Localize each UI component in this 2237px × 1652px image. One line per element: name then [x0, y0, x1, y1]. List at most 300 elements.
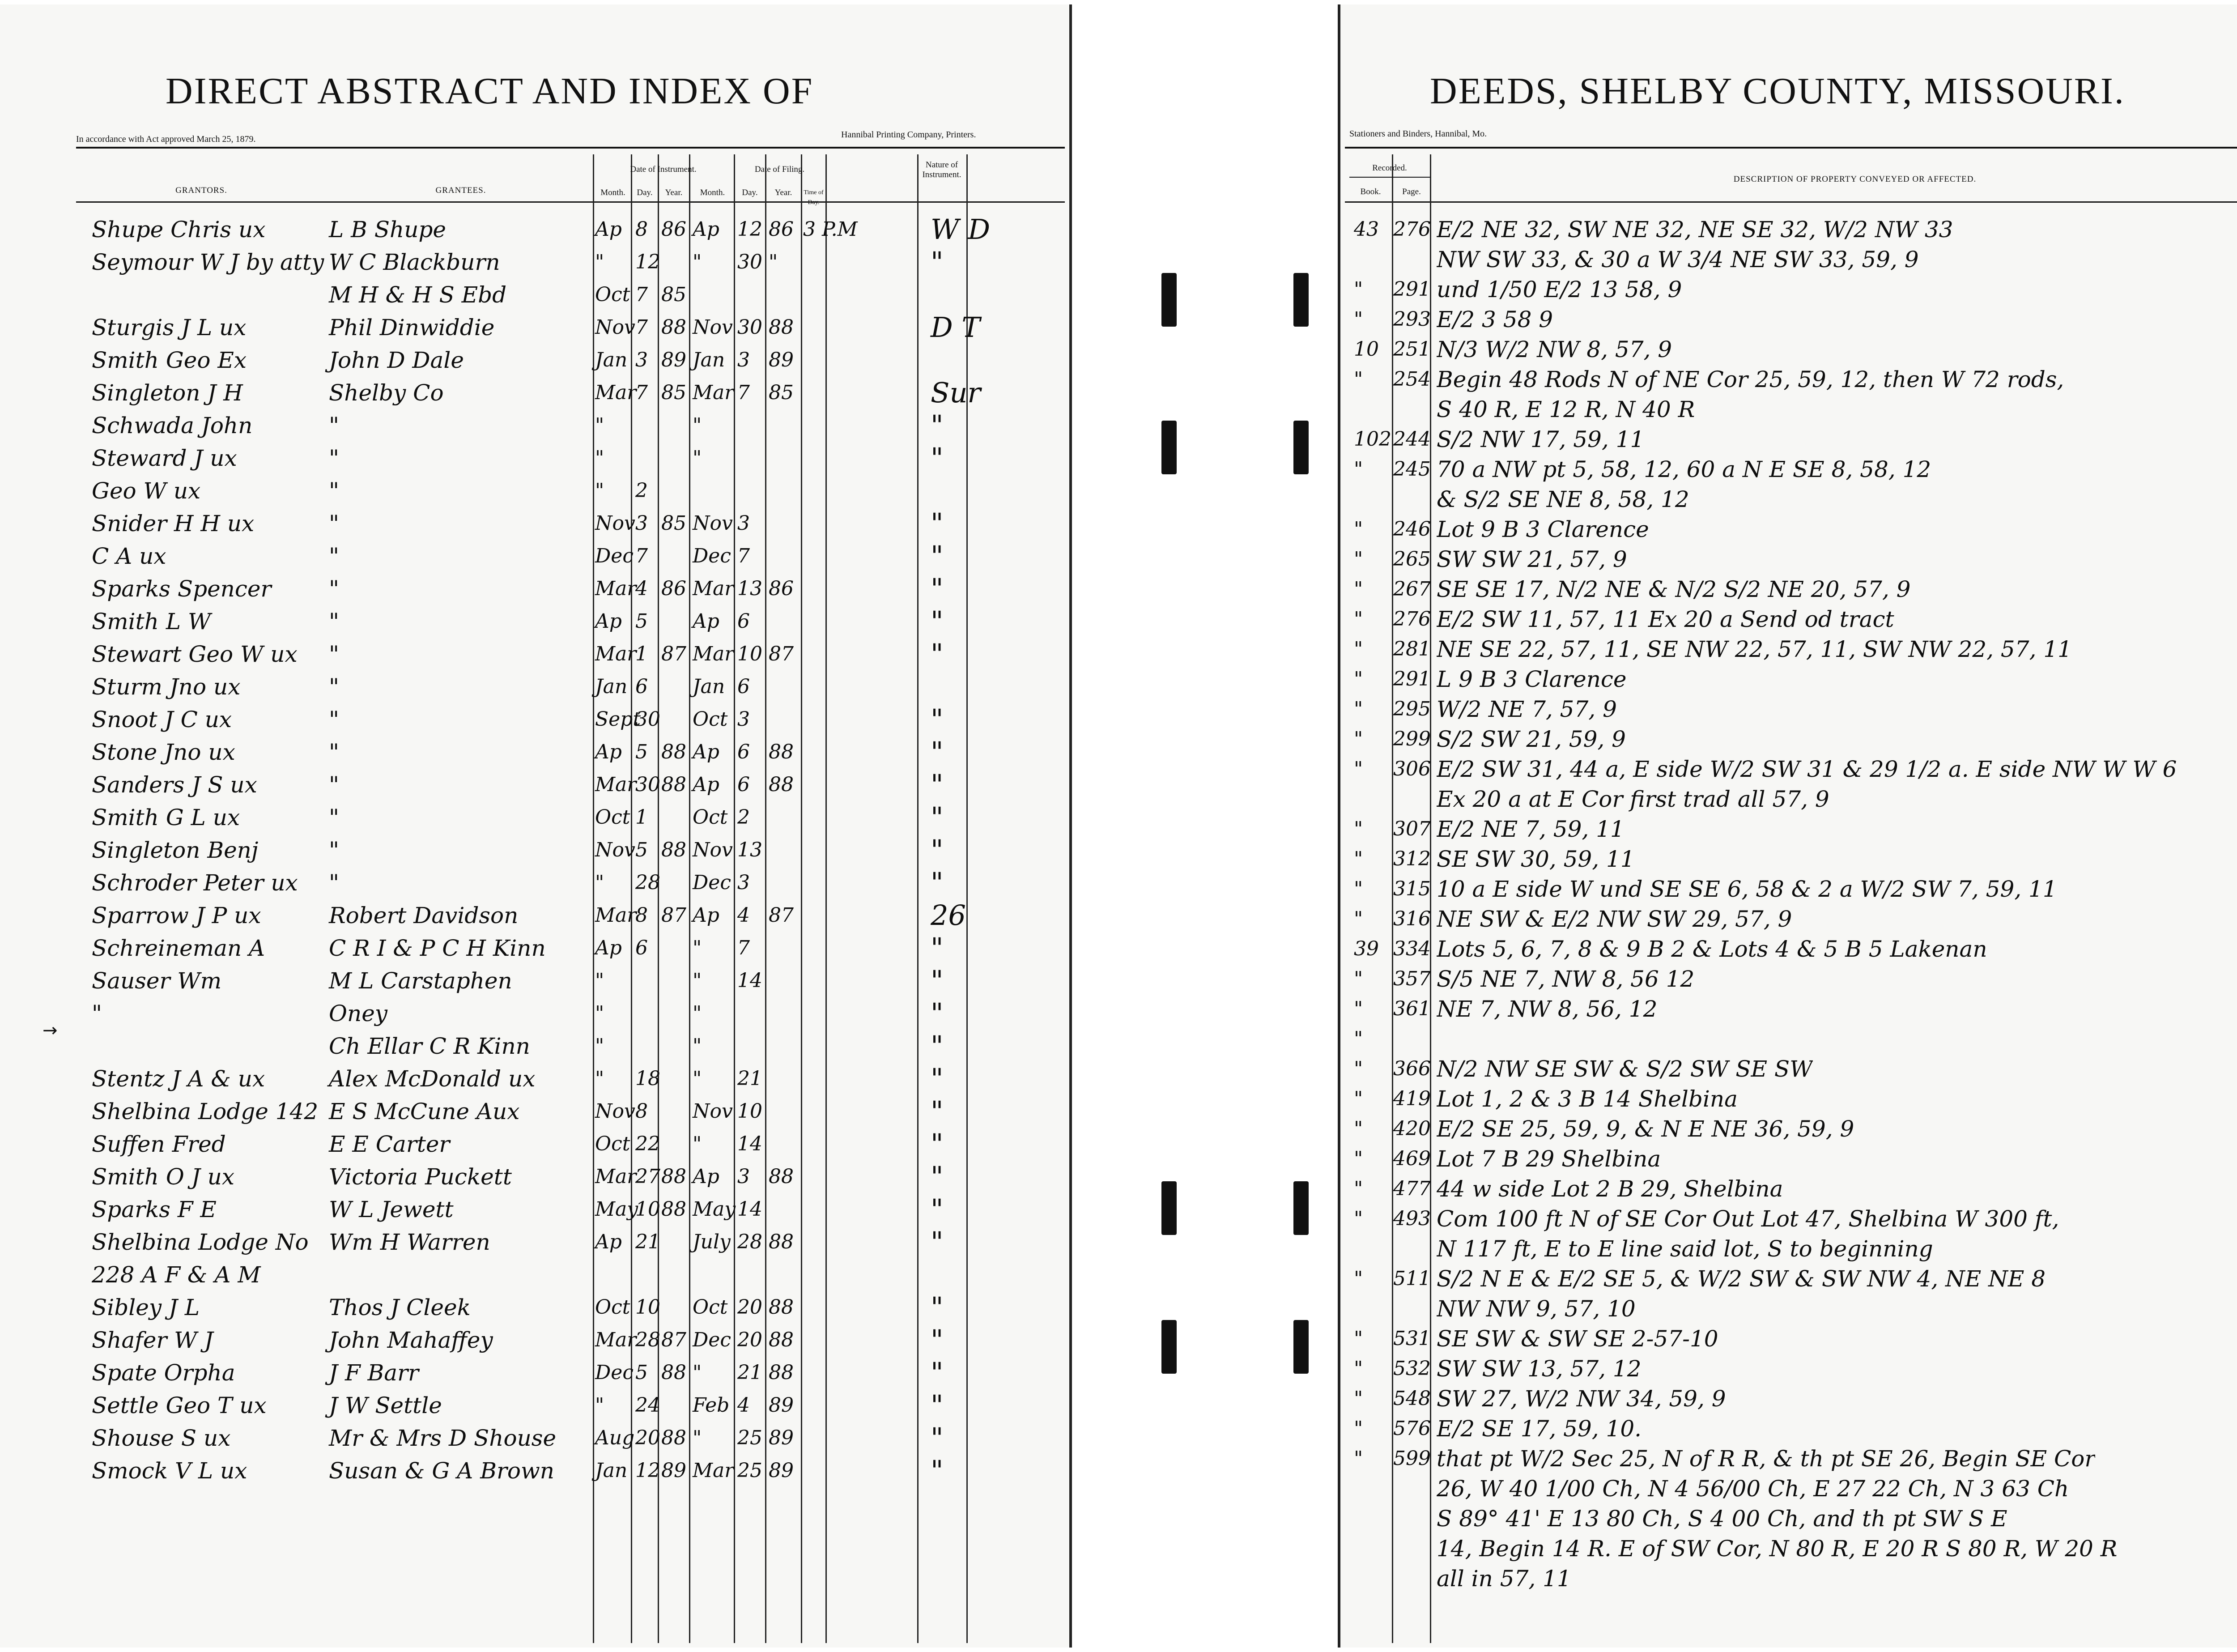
left-row-y: 88: [661, 1198, 686, 1221]
right-row-desc: N/2 NW SE SW & S/2 SW SE SW: [1437, 1056, 1813, 1081]
left-row-fy: 89: [769, 1394, 794, 1417]
right-row-book: ": [1354, 608, 1363, 630]
left-row-grantor: C A ux: [92, 543, 166, 569]
left-row-y: 87: [661, 1328, 686, 1351]
binding-slot: [1161, 1320, 1177, 1374]
left-row-fm: Nov: [693, 512, 733, 535]
left-row-y: 85: [661, 283, 686, 306]
right-row-desc: Lot 9 B 3 Clarence: [1437, 517, 1649, 542]
left-row-y: 89: [661, 349, 686, 371]
left-row-n: ": [931, 605, 944, 638]
left-row-d: 8: [635, 1100, 648, 1123]
left-row-d: 5: [635, 839, 648, 861]
left-row-m: Jan: [595, 675, 628, 698]
right-row-book: ": [1354, 668, 1363, 690]
left-row-grantor: Snider H H ux: [92, 511, 255, 536]
left-row-fy: 88: [769, 741, 794, 763]
filing-month-header: Month.: [700, 188, 725, 197]
right-row-desc: S 40 R, E 12 R, N 40 R: [1437, 397, 1695, 422]
right-row-desc: und 1/50 E/2 13 58, 9: [1437, 277, 1682, 302]
right-row-book: ": [1354, 1447, 1363, 1470]
left-row-y: 89: [661, 1459, 686, 1482]
left-row-m: Dec: [595, 545, 634, 567]
left-row-fm: Jan: [693, 675, 725, 698]
right-row-page: 244: [1393, 428, 1431, 451]
left-page-title: DIRECT ABSTRACT AND INDEX OF: [166, 70, 814, 112]
right-row-page: 307: [1393, 817, 1431, 840]
time-of-day-header: Time of Day.: [804, 189, 824, 206]
left-row-m: Oct: [595, 1296, 630, 1319]
right-row-book: 10: [1354, 338, 1379, 361]
right-row-page: 281: [1393, 638, 1431, 660]
left-row-grantee: ": [329, 543, 339, 569]
left-row-m: ": [595, 414, 604, 437]
right-row-desc: S/2 SW 21, 59, 9: [1437, 727, 1626, 752]
left-row-n: ": [931, 703, 944, 736]
right-row-page: 357: [1393, 967, 1431, 990]
left-row-m: Mar: [595, 773, 637, 796]
right-row-desc: SW SW 13, 57, 12: [1437, 1356, 1642, 1381]
left-row-grantee: Shelby Co: [329, 380, 444, 406]
stationer-note: Stationers and Binders, Hannibal, Mo.: [1349, 129, 1487, 139]
left-row-grantee: Susan & G A Brown: [329, 1458, 555, 1484]
left-row-grantor: Shelbina Lodge 142: [92, 1098, 319, 1124]
left-row-m: ": [595, 479, 604, 502]
right-row-desc: E/2 NE 7, 59, 11: [1437, 817, 1625, 842]
left-row-grantor: Shelbina Lodge No: [92, 1229, 309, 1255]
left-row-fd: 30: [737, 316, 762, 339]
left-row-fy: 85: [769, 381, 794, 404]
right-row-book: ": [1354, 308, 1363, 331]
right-row-desc: SE SW 30, 59, 11: [1437, 847, 1635, 872]
left-row-d: 28: [635, 871, 660, 894]
left-row-d: 6: [635, 675, 648, 698]
left-row-fd: 3: [737, 349, 750, 371]
left-row-d: 3: [635, 349, 648, 371]
left-row-fd: 4: [737, 904, 750, 927]
recorded-header: Recorded.: [1372, 163, 1407, 173]
left-row-d: 5: [635, 1361, 648, 1384]
left-row-grantee: J F Barr: [329, 1360, 419, 1386]
left-row-m: Oct: [595, 1133, 630, 1155]
left-row-fd: 6: [737, 610, 750, 633]
left-row-fm: ": [693, 937, 702, 959]
left-row-fd: 14: [737, 1133, 762, 1155]
left-row-y: 88: [661, 773, 686, 796]
left-row-grantee: W C Blackburn: [329, 249, 500, 275]
left-row-fd: 25: [737, 1459, 762, 1482]
left-row-n: ": [931, 1291, 944, 1324]
left-row-grantee: ": [329, 445, 339, 471]
left-row-grantee: Thos J Cleek: [329, 1294, 471, 1320]
left-row-grantee: Victoria Puckett: [329, 1164, 512, 1190]
filing-year-header: Year.: [774, 188, 792, 197]
left-row-m: ": [595, 1035, 604, 1057]
left-row-t: 3 P.M: [803, 218, 858, 241]
right-row-page: 511: [1393, 1267, 1431, 1290]
left-row-n: ": [931, 1062, 944, 1095]
header-rule-bottom: [76, 201, 1065, 203]
left-row-fd: 7: [737, 381, 750, 404]
left-row-fm: Oct: [693, 708, 728, 731]
left-row-fm: Dec: [693, 545, 731, 567]
left-ledger-page: [0, 4, 1072, 1648]
left-row-m: Ap: [595, 218, 622, 241]
left-row-fy: 89: [769, 1426, 794, 1449]
left-row-grantor: Sturgis J L ux: [92, 315, 247, 341]
left-row-m: Nov: [595, 512, 635, 535]
left-row-n: ": [931, 801, 944, 834]
right-row-desc: S/2 N E & E/2 SE 5, & W/2 SW & SW NW 4, NE NE 8: [1437, 1266, 2046, 1291]
right-row-desc: Com 100 ft N of SE Cor Out Lot 47, Shelbina W 300 ft,: [1437, 1206, 2059, 1231]
left-row-grantee: ": [329, 641, 339, 667]
left-row-n: ": [931, 932, 944, 964]
left-row-grantor: Sparks Spencer: [92, 576, 272, 602]
left-row-y: 88: [661, 316, 686, 339]
date-of-instrument-header: Date of Instrument.: [630, 165, 697, 174]
right-row-page: 251: [1393, 338, 1431, 361]
left-row-grantee: ": [329, 739, 339, 765]
left-row-y: 87: [661, 643, 686, 665]
header-rule-top: [1345, 147, 2237, 149]
right-row-page: 477: [1393, 1177, 1431, 1200]
left-row-grantor: Sauser Wm: [92, 968, 222, 994]
left-row-n: ": [931, 1193, 944, 1226]
left-row-grantor: Snoot J C ux: [92, 707, 232, 732]
left-row-m: Jan: [595, 349, 628, 371]
right-row-page: 254: [1393, 368, 1431, 391]
left-row-n: D T: [931, 311, 980, 344]
left-row-fd: 12: [737, 218, 762, 241]
left-row-fd: 28: [737, 1230, 762, 1253]
left-row-fm: Oct: [693, 806, 728, 829]
right-row-page: 245: [1393, 458, 1431, 481]
right-row-page: 576: [1393, 1417, 1431, 1440]
binding-slot: [1293, 1181, 1309, 1235]
right-row-page: 265: [1393, 548, 1431, 571]
left-row-y: 88: [661, 1165, 686, 1188]
right-row-book: ": [1354, 1327, 1363, 1350]
right-row-desc: & S/2 SE NE 8, 58, 12: [1437, 487, 1689, 512]
left-row-d: 30: [635, 708, 660, 731]
right-row-page: 493: [1393, 1207, 1431, 1230]
left-row-m: ": [595, 447, 604, 469]
book-gutter: [1072, 0, 1338, 1652]
left-row-grantor: Settle Geo T ux: [92, 1392, 267, 1418]
left-row-grantee: ": [329, 837, 339, 863]
right-row-page: 246: [1393, 518, 1431, 541]
left-row-y: 87: [661, 904, 686, 927]
left-row-grantee: John D Dale: [329, 347, 464, 373]
right-row-page: 291: [1393, 278, 1431, 301]
left-row-n: W D: [931, 213, 991, 246]
left-row-fm: Nov: [693, 1100, 733, 1123]
printer-note: Hannibal Printing Company, Printers.: [841, 130, 976, 140]
col-divider: [593, 154, 594, 1643]
left-row-fm: ": [693, 969, 702, 992]
left-row-fm: Dec: [693, 871, 731, 894]
left-row-m: Mar: [595, 381, 637, 404]
left-row-fy: 88: [769, 1296, 794, 1319]
right-row-book: ": [1354, 877, 1363, 900]
left-row-fm: ": [693, 1035, 702, 1057]
left-row-grantee: ": [329, 707, 339, 732]
left-row-fm: Ap: [693, 218, 719, 241]
right-row-book: ": [1354, 817, 1363, 840]
right-row-desc: that pt W/2 Sec 25, N of R R, & th pt SE 26, Begin SE Cor: [1437, 1446, 2096, 1471]
left-row-grantor: Singleton J H: [92, 380, 243, 406]
left-row-fd: 2: [737, 806, 750, 829]
col-divider: [825, 154, 827, 1643]
book-header: Book.: [1360, 187, 1381, 196]
grantors-header: GRANTORS.: [175, 186, 227, 195]
recorded-underline: [1349, 177, 1430, 178]
left-row-m: ": [595, 969, 604, 992]
left-row-d: 24: [635, 1394, 660, 1417]
left-row-fd: 6: [737, 773, 750, 796]
left-row-m: ": [595, 1394, 604, 1417]
left-row-d: 12: [635, 1459, 660, 1482]
left-row-n: ": [931, 1324, 944, 1356]
left-row-fy: 88: [769, 1328, 794, 1351]
left-row-m: Mar: [595, 643, 637, 665]
right-row-book: ": [1354, 847, 1363, 870]
left-row-grantor: Stewart Geo W ux: [92, 641, 298, 667]
left-row-y: 88: [661, 741, 686, 763]
header-rule-bottom: [1345, 201, 2237, 203]
left-row-fm: ": [693, 1426, 702, 1449]
left-row-n: Sur: [931, 376, 981, 409]
right-row-page: 366: [1393, 1057, 1431, 1080]
right-row-desc: NW NW 9, 57, 10: [1437, 1296, 1636, 1321]
left-row-m: Jan: [595, 1459, 628, 1482]
left-row-d: 5: [635, 741, 648, 763]
left-row-d: 7: [635, 545, 648, 567]
right-row-page: 316: [1393, 907, 1431, 930]
left-row-fy: 86: [769, 577, 794, 600]
left-row-m: Mar: [595, 904, 637, 927]
left-row-grantor: Spate Orpha: [92, 1360, 235, 1386]
left-row-d: 8: [635, 904, 648, 927]
left-row-fm: Nov: [693, 839, 733, 861]
day-header: Day.: [637, 188, 653, 197]
left-row-n: ": [931, 1356, 944, 1389]
left-row-y: 88: [661, 1361, 686, 1384]
right-row-book: ": [1354, 1207, 1363, 1230]
right-row-page: 267: [1393, 578, 1431, 600]
left-row-fm: Mar: [693, 577, 734, 600]
left-row-d: 1: [635, 806, 648, 829]
right-row-desc: E/2 NE 32, SW NE 32, NE SE 32, W/2 NW 33: [1437, 217, 1953, 242]
left-row-grantee: E S McCune Aux: [329, 1098, 520, 1124]
right-row-page: 548: [1393, 1387, 1431, 1410]
binding-slot: [1293, 1320, 1309, 1374]
left-row-fy: 88: [769, 316, 794, 339]
left-row-grantor: Sparks F E: [92, 1196, 217, 1222]
page-header: Page.: [1402, 187, 1421, 196]
col-divider: [734, 154, 735, 1643]
right-row-desc: E/2 SW 31, 44 a, E side W/2 SW 31 & 29 1/2 a. E side NW W W 6: [1437, 757, 2177, 782]
left-row-d: 21: [635, 1230, 660, 1253]
left-row-fy: 88: [769, 1361, 794, 1384]
left-row-m: Ap: [595, 741, 622, 763]
left-row-grantor: 228 A F & A M: [92, 1262, 261, 1288]
left-row-grantee: E E Carter: [329, 1131, 450, 1157]
left-row-grantee: Phil Dinwiddie: [329, 315, 495, 341]
right-row-book: ": [1354, 1147, 1363, 1170]
left-row-d: 28: [635, 1328, 660, 1351]
left-row-grantee: ": [329, 609, 339, 634]
left-row-n: ": [931, 638, 944, 670]
right-row-page: 469: [1393, 1147, 1431, 1170]
right-row-book: 39: [1354, 937, 1379, 960]
left-row-grantor: Seymour W J by atty: [92, 249, 324, 275]
right-row-desc: 10 a E side W und SE SE 6, 58 & 2 a W/2 SW 7, 59, 11: [1437, 877, 2057, 902]
right-row-book: ": [1354, 907, 1363, 930]
left-row-fd: 10: [737, 1100, 762, 1123]
left-row-d: 7: [635, 381, 648, 404]
left-row-fm: Mar: [693, 1459, 734, 1482]
left-row-y: 88: [661, 1426, 686, 1449]
left-row-d: 8: [635, 218, 648, 241]
left-row-fy: 86: [769, 218, 794, 241]
left-row-m: Mar: [595, 577, 637, 600]
month-header: Month.: [600, 188, 625, 197]
left-row-m: Mar: [595, 1165, 637, 1188]
left-row-m: ": [595, 871, 604, 894]
right-row-desc: NE SW & E/2 NW SW 29, 57, 9: [1437, 907, 1792, 932]
left-row-m: Ap: [595, 1230, 622, 1253]
left-row-fd: 3: [737, 708, 750, 731]
left-row-grantor: Singleton Benj: [92, 837, 259, 863]
left-row-n: ": [931, 572, 944, 605]
right-row-desc: Begin 48 Rods N of NE Cor 25, 59, 12, then W 72 rods,: [1437, 367, 2064, 392]
left-row-y: 85: [661, 512, 686, 535]
left-row-m: Ap: [595, 937, 622, 959]
left-row-grantee: ": [329, 511, 339, 536]
left-row-fd: 14: [737, 1198, 762, 1221]
right-row-desc: Ex 20 a at E Cor first trad all 57, 9: [1437, 787, 1829, 812]
right-row-book: ": [1354, 458, 1363, 481]
col-divider: [658, 154, 659, 1643]
left-row-grantor: Sanders J S ux: [92, 772, 257, 798]
binding-slot: [1293, 421, 1309, 474]
left-row-fm: Ap: [693, 610, 719, 633]
left-row-fd: 20: [737, 1328, 762, 1351]
left-row-grantor: Schreineman A: [92, 935, 265, 961]
right-row-desc: Lot 7 B 29 Shelbina: [1437, 1146, 1661, 1171]
left-row-fd: 4: [737, 1394, 750, 1417]
left-row-grantee: M H & H S Ebd: [329, 282, 507, 308]
right-row-desc: N 117 ft, E to E line said lot, S to beginning: [1437, 1236, 1933, 1261]
left-row-m: ": [595, 1002, 604, 1025]
right-row-desc: E/2 SW 11, 57, 11 Ex 20 a Send od tract: [1437, 607, 1894, 632]
left-row-y: 86: [661, 577, 686, 600]
right-row-page: 299: [1393, 728, 1431, 750]
binding-slot: [1161, 1181, 1177, 1235]
right-row-desc: NE 7, NW 8, 56, 12: [1437, 996, 1658, 1022]
left-row-grantee: ": [329, 478, 339, 504]
left-row-grantor: Shafer W J: [92, 1327, 213, 1353]
left-row-fm: Mar: [693, 643, 734, 665]
left-row-fm: Ap: [693, 1165, 719, 1188]
left-row-m: Ap: [595, 610, 622, 633]
left-row-fd: 3: [737, 1165, 750, 1188]
right-row-book: ": [1354, 728, 1363, 750]
left-row-grantee: W L Jewett: [329, 1196, 454, 1222]
left-row-grantor: Stentz J A & ux: [92, 1066, 265, 1092]
left-row-m: Nov: [595, 839, 635, 861]
left-row-n: ": [931, 997, 944, 1030]
binding-slot: [1161, 273, 1177, 327]
right-row-page: 291: [1393, 668, 1431, 690]
right-row-page: 334: [1393, 937, 1431, 960]
left-row-n: ": [931, 1454, 944, 1487]
left-row-n: ": [931, 442, 944, 474]
right-row-book: ": [1354, 548, 1363, 571]
left-row-n: ": [931, 1030, 944, 1062]
left-row-fd: 20: [737, 1296, 762, 1319]
col-divider: [631, 154, 632, 1643]
left-row-grantor: Schroder Peter ux: [92, 870, 298, 896]
right-row-desc: L 9 B 3 Clarence: [1437, 667, 1627, 692]
filing-day-header: Day.: [742, 188, 758, 197]
left-row-grantee: ": [329, 805, 339, 830]
left-row-m: May: [595, 1198, 638, 1221]
left-row-fd: 6: [737, 675, 750, 698]
col-divider: [689, 154, 690, 1643]
left-row-grantee: Robert Davidson: [329, 903, 519, 928]
left-row-fd: 7: [737, 545, 750, 567]
right-row-desc: 70 a NW pt 5, 58, 12, 60 a N E SE 8, 58, 12: [1437, 457, 1931, 482]
left-row-grantee: ": [329, 674, 339, 700]
left-row-n: ": [931, 540, 944, 572]
right-row-desc: SE SE 17, N/2 NE & N/2 S/2 NE 20, 57, 9: [1437, 577, 1911, 602]
left-row-grantor: Smith G L ux: [92, 805, 240, 830]
right-row-desc: 26, W 40 1/00 Ch, N 4 56/00 Ch, E 27 22 Ch, N 3 63 Ch: [1437, 1476, 2069, 1501]
left-row-fd: 6: [737, 741, 750, 763]
left-row-d: 6: [635, 937, 648, 959]
left-row-fd: 30: [737, 251, 762, 273]
left-row-grantor: Geo W ux: [92, 478, 201, 504]
left-row-fd: 7: [737, 937, 750, 959]
right-row-book: ": [1354, 1417, 1363, 1440]
left-row-grantee: L B Shupe: [329, 217, 446, 243]
left-row-grantor: Smith Geo Ex: [92, 347, 247, 373]
left-row-fd: 3: [737, 871, 750, 894]
left-row-grantee: ": [329, 413, 339, 439]
left-row-fy: ": [769, 251, 778, 273]
left-row-d: 2: [635, 479, 648, 502]
left-row-y: 88: [661, 839, 686, 861]
right-row-desc: SW 27, W/2 NW 34, 59, 9: [1437, 1386, 1726, 1411]
left-row-fm: ": [693, 1133, 702, 1155]
left-row-grantee: ": [329, 576, 339, 602]
left-row-n: ": [931, 1422, 944, 1454]
left-row-fd: 21: [737, 1361, 762, 1384]
left-row-grantee: M L Carstaphen: [329, 968, 512, 994]
left-row-m: Dec: [595, 1361, 634, 1384]
right-row-desc: Lots 5, 6, 7, 8 & 9 B 2 & Lots 4 & 5 B 5 Lakenan: [1437, 937, 1987, 962]
left-row-grantor: Shupe Chris ux: [92, 217, 266, 243]
left-row-fy: 89: [769, 349, 794, 371]
left-row-grantor: Stone Jno ux: [92, 739, 235, 765]
left-row-n: ": [931, 409, 944, 442]
right-row-book: ": [1354, 518, 1363, 541]
right-row-book: ": [1354, 1057, 1363, 1080]
left-row-fd: 21: [737, 1067, 762, 1090]
binding-slot: [1161, 421, 1177, 474]
